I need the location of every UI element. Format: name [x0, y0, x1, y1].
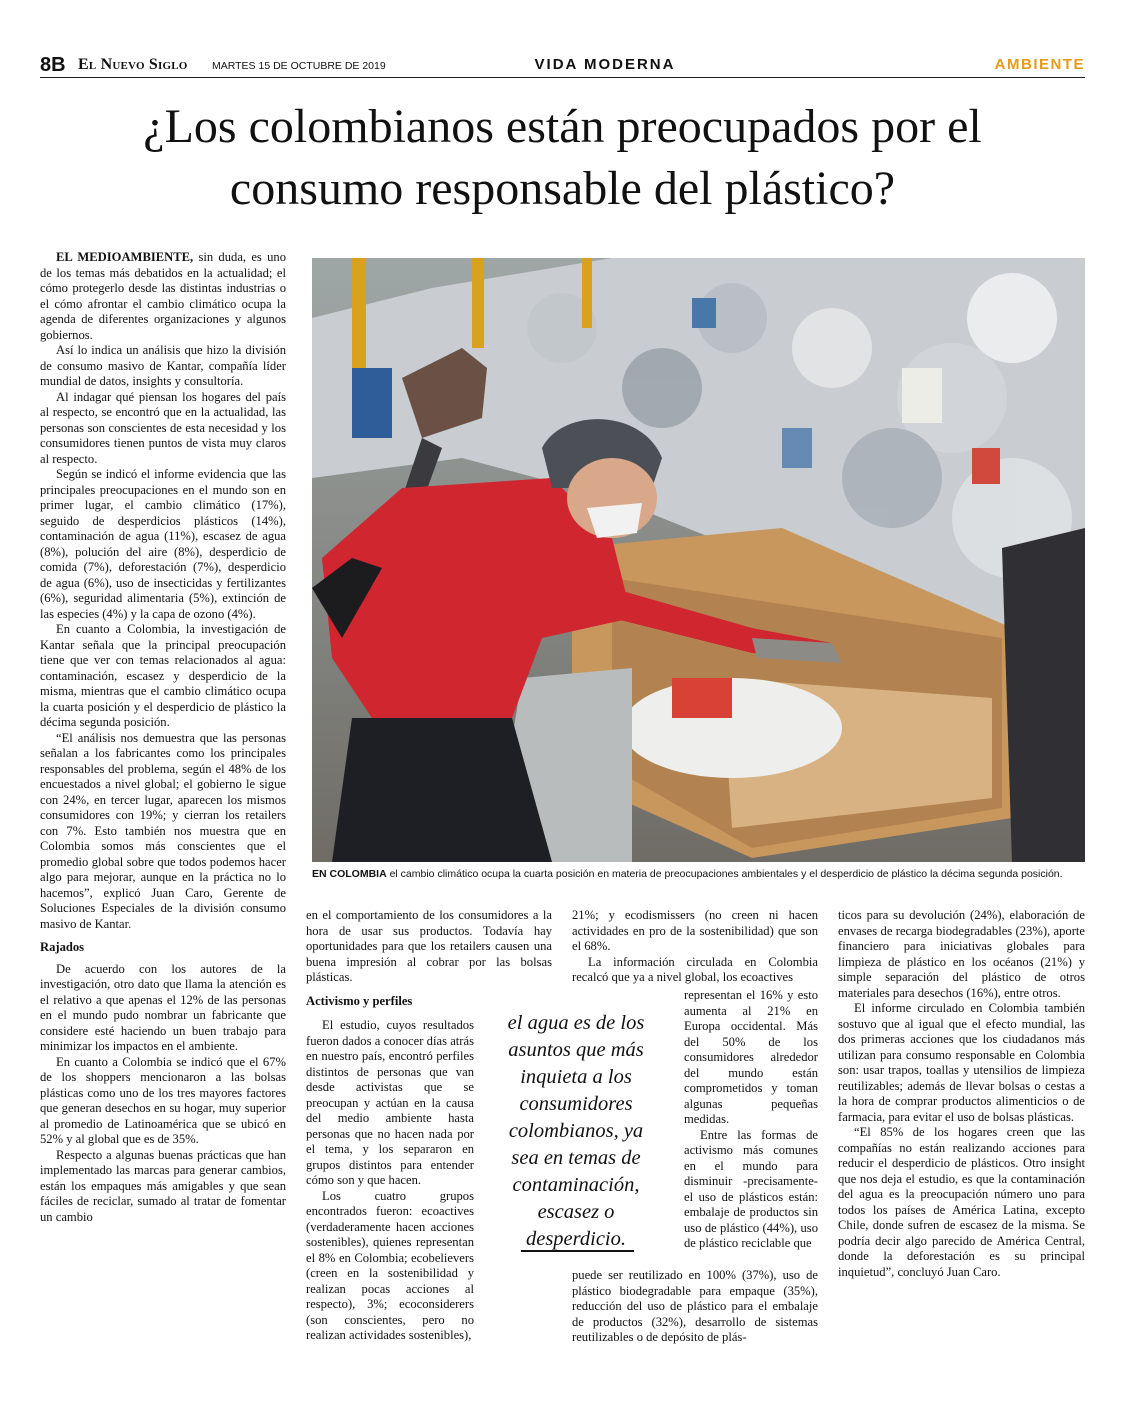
paragraph: 21%; y ecodismissers (no creen ni hacen actividades en pro de la sostenibilidad) que son el 68%. — [572, 908, 818, 953]
article-column-3-narrow — [684, 988, 818, 1252]
subheading: Activismo y perfiles — [306, 993, 413, 1008]
article-column-3 — [572, 908, 818, 986]
paragraph: representan el 16% y esto aumenta al 21% en Europa occidental. Más del 50% de los consumidores alrededor del mundo están comprometidos y toman algunas pequeñas medidas. — [684, 988, 818, 1126]
paragraph: Entre las formas de activismo más comunes en el mundo para disminuir -precisamente- el uso de plásticos están: embalaje de productos sin uso de plástico (44%), uso de plástico reciclable que — [684, 1127, 818, 1250]
paragraph: puede ser reutilizado en 100% (37%), uso de plástico biodegradable para empaque (35%), reducción del uso de plástico para el embalaje de productos (32%), desarrollo de sistemas reutilizables o de depósito de plás- — [572, 1268, 818, 1344]
paragraph: El estudio, cuyos resultados fueron dados a conocer días atrás en nuestro país, encontró perfiles distintos de personas que van desde activistas que se preocupan y actúan en la causa del medio ambiente hasta personas que no hacen nada por el tema, y los separaron en grupos distintos para entender cómo son y que hacen. — [306, 1018, 474, 1187]
pull-quote: el agua es de los asuntos que más inquieta a los consumidores colombianos, ya sea en temas de contaminación, escasez o desperdicio. — [507, 1012, 645, 1250]
article-column-2-narrow — [306, 1018, 474, 1344]
paragraph: Así lo indica un análisis que hizo la división de consumo masivo de Kantar, compañía líder mundial de datos, insights y consultoría. — [40, 343, 286, 388]
page-header — [40, 52, 1085, 78]
paragraph: La información circulada en Colombia recalcó que ya a nivel global, los ecoactives — [572, 954, 818, 984]
paragraph: En cuanto a Colombia se indicó que el 67% de los shoppers mencionaron a las bolsas plásticas como uno de los tres mayores factores que generan desechos en su hogar, muy superior al promedio de Latinoamérica que se ubicó en 52% y al global que es de 35%. — [40, 1054, 286, 1146]
article-column-3-bottom — [572, 1268, 818, 1346]
photo-caption: EN COLOMBIA el cambio climático ocupa la cuarta posición en materia de preocupaciones ambientales y el desperdicio de plástico la décima segunda posición. — [312, 868, 1063, 880]
paragraph: El informe circulado en Colombia también sostuvo que al igual que el efecto mundial, las dos primeras acciones que los ciudadanos más utilizan para consumo responsable en Colombia son: usar trapos, toallas y utensilios de limpieza reutilizables; además de llevar bolsas o cestas a la hora de comprar productos alimenticios o de farmacia, para evitar el uso de bolsas plásticas. — [838, 1001, 1085, 1124]
newspaper-logo: El Nuevo Siglo — [78, 56, 188, 73]
lead-in: EL MEDIOAMBIENTE, — [56, 250, 194, 264]
headline-line-2: consumo responsable del plástico? — [229, 162, 896, 215]
article-column-2 — [306, 908, 552, 1015]
page-number: 8B — [40, 54, 66, 76]
paragraph: De acuerdo con los autores de la investigación, otro dato que llama la atención es el relativo a que apenas el 12% de las personas en el mundo pudo nombrar un fabricante que considere esté haciendo un buen trabajo para minimizar los impactos en el ambiente. — [40, 961, 286, 1053]
issue-date: MARTES 15 DE OCTUBRE DE 2019 — [212, 60, 386, 72]
article-photo — [312, 258, 1085, 862]
article-column-4 — [838, 908, 1085, 1280]
article-column-1 — [40, 250, 286, 1225]
pull-quote-rule — [521, 1250, 634, 1252]
header-rule — [40, 77, 1085, 78]
section-title: VIDA MODERNA — [534, 56, 676, 73]
paragraph: Los cuatro grupos encontrados fueron: ecoactives (verdaderamente hacen acciones sostenibles), quienes representan el 8% en Colombia; ecobelievers (creen en la sostenibilidad y realizan pocas acciones al respecto), 3%; ecoconsiderers (son conscientes, pero no realizan actividades sostenibles), — [306, 1188, 474, 1342]
caption-lead: EN COLOMBIA — [312, 868, 387, 880]
paragraph: “El 85% de los hogares creen que las compañías no están realizando acciones para reducir el desperdicio de plásticos. Otro insight que nos deja el estudio, es que la contaminación del agua es la preocupación número uno para todos los países de América Latina, excepto Chile, donde sufren de escasez de la misma. Se podría decir algo parecido de América Central, donde la deforestación es su principal inquietud”, concluyó Juan Caro. — [838, 1125, 1085, 1279]
subsection-title: AMBIENTE — [994, 56, 1085, 73]
paragraph: en el comportamiento de los consumidores a la hora de usar sus productos. Todavía hay oportunidades para que los retailers causen una buena impresión al cobrar por las bolsas plásticas. — [306, 908, 552, 984]
headline-line-1: ¿Los colombianos están preocupados por el — [143, 100, 982, 153]
paragraph: Al indagar qué piensan los hogares del país al respecto, se encontró que en la actualidad, las personas son conscientes de esta necesidad y los consumidores tienen puntos de vista muy claros al respecto. — [40, 389, 286, 466]
paragraph: Respecto a algunas buenas prácticas que han implementado las marcas para generar cambios, están los empaques más amigables y que sean fáciles de reciclar, sumado al tratar de fomentar un cambio — [40, 1147, 286, 1224]
subheading: Rajados — [40, 940, 85, 954]
paragraph: ticos para su devolución (24%), elaboración de envases de recarga biodegradables (23%), aporte financiero para iniciativas globales para limpieza de plástico en los océanos (21%) y simple separación del plástico de otros materiales para desechos (16%), entre otros. — [838, 908, 1085, 1000]
paragraph: Según se indicó el informe evidencia que las principales preocupaciones en el mundo son en primer lugar, el cambio climático (17%), seguido de desperdicios plásticos (14%), contaminación de agua (11%), escasez de agua (8%), polución del aire (8%), desperdicio de comida (7%), deforestación (7%), desperdicio de agua (6%), uso de insecticidas y fertilizantes (6%), seguridad alimentaria (5%), extinción de las especies (4%) y la capa de ozono (4%). — [40, 467, 286, 621]
article-headline — [40, 96, 1085, 220]
recycling-worker-photo — [312, 258, 1085, 862]
paragraph: “El análisis nos demuestra que las personas señalan a los fabricantes como los principales responsables del problema, según el 48% de los encuestados a nivel global; el gobierno le sigue con 24%, en tercer lugar, aparecen los mismos consumidores con 19%; y cierran los retailers con 7%. Esto también nos muestra que en Colombia somos más conscientes que el promedio global sobre que todos podemos hacer algo para mejorar, aunque en la práctica no lo hacemos”, explicó Juan Caro, Gerente de Soluciones Especiales de la división consumo masivo de Kantar. — [40, 730, 286, 931]
paragraph: En cuanto a Colombia, la investigación de Kantar señala que la principal preocupación tiene que ver con temas relacionados al agua: contaminación, escasez y desperdicio de la misma, mientras que el cambio climático ocupa la cuarta posición y el desperdicio de plástico la décima segunda posición. — [40, 622, 286, 729]
paragraph: EL MEDIOAMBIENTE, sin duda, es uno de los temas más debatidos en la actualidad; el cómo protegerlo desde las distintas industrias o el cómo afrontar el cambio climático ocupa la agenda de diferentes organizaciones y algunos gobiernos. — [40, 250, 286, 342]
